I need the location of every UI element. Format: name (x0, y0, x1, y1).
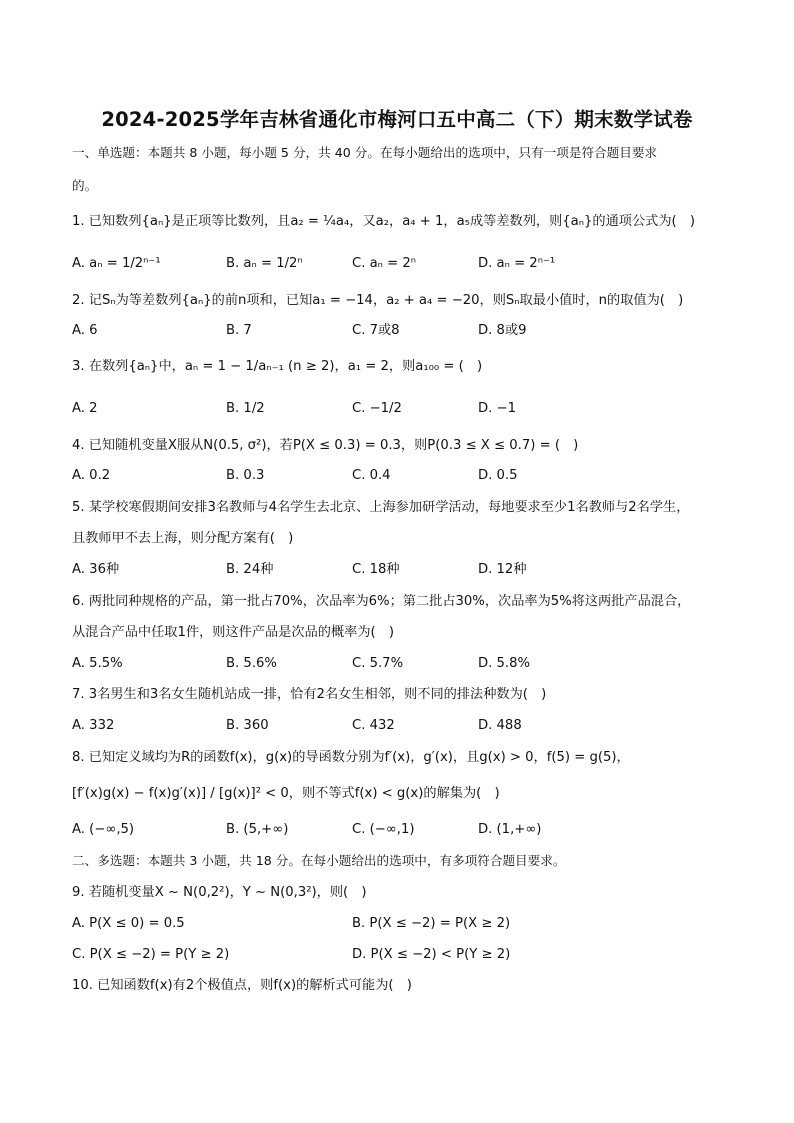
question-7-option-b: B. 360 (226, 718, 269, 733)
question-4-option-a: A. 0.2 (72, 468, 111, 483)
question-2-option-a: A. 6 (72, 323, 98, 338)
question-3-option-b: B. 1/2 (226, 401, 265, 416)
question-4-option-b: B. 0.3 (226, 468, 265, 483)
question-2-option-d: D. 8或9 (478, 323, 527, 338)
question-9-option-d: D. P(X ≤ −2) < P(Y ≥ 2) (352, 947, 511, 962)
question-8-option-d: D. (1,+∞) (478, 822, 542, 837)
question-1-option-a: A. aₙ = 1/2ⁿ⁻¹ (72, 256, 161, 271)
question-5-option-b: B. 24种 (226, 562, 274, 577)
question-2-option-c: C. 7或8 (352, 323, 400, 338)
question-5-option-d: D. 12种 (478, 562, 527, 577)
section1-header-line2: 的。 (72, 178, 98, 193)
question-8-stem-line2: [f′(x)g(x) − f(x)g′(x)] / [g(x)]² < 0，则不等式f(x) < g(x)的解集为( ) (72, 786, 500, 801)
question-8-option-b: B. (5,+∞) (226, 822, 289, 837)
question-9-option-a: A. P(X ≤ 0) = 0.5 (72, 916, 185, 931)
question-6-stem-line1: 6. 两批同种规格的产品，第一批占70%，次品率为6%；第二批占30%，次品率为5%将这两批产品混合， (72, 594, 691, 609)
question-5-option-a: A. 36种 (72, 562, 120, 577)
question-7-option-a: A. 332 (72, 718, 115, 733)
question-1-option-d: D. aₙ = 2ⁿ⁻¹ (478, 256, 556, 271)
question-4-option-c: C. 0.4 (352, 468, 391, 483)
question-1-option-b: B. aₙ = 1/2ⁿ (226, 256, 303, 271)
question-1-stem: 1. 已知数列{aₙ}是正项等比数列，且a₂ = ¼a₄，又a₂，a₄ + 1，a₅成等差数列，则{aₙ}的通项公式为( ) (72, 214, 695, 229)
exam-title: 2024-2025学年吉林省通化市梅河口五中高二（下）期末数学试卷 (101, 108, 693, 131)
question-9-option-c: C. P(X ≤ −2) = P(Y ≥ 2) (72, 947, 230, 962)
section2-header: 二、多选题：本题共 3 小题，共 18 分。在每小题给出的选项中，有多项符合题目要求。 (72, 853, 566, 868)
question-10-stem: 10. 已知函数f(x)有2个极值点，则f(x)的解析式可能为( ) (72, 978, 412, 993)
question-8-option-a: A. (−∞,5) (72, 822, 135, 837)
question-3-option-d: D. −1 (478, 401, 516, 416)
question-6-option-d: D. 5.8% (478, 656, 531, 671)
question-3-stem: 3. 在数列{aₙ}中，aₙ = 1 − 1/aₙ₋₁ (n ≥ 2)，a₁ = 2，则a₁₀₀ = ( ) (72, 359, 483, 374)
section1-header-line1: 一、单选题：本题共 8 小题，每小题 5 分，共 40 分。在每小题给出的选项中，只有一项是符合题目要求 (72, 145, 658, 160)
question-5-stem-line1: 5. 某学校寒假期间安排3名教师与4名学生去北京、上海参加研学活动，每地要求至少1名教师与2名学生， (72, 500, 690, 515)
question-6-option-a: A. 5.5% (72, 656, 123, 671)
question-3-option-c: C. −1/2 (352, 401, 402, 416)
question-7-option-c: C. 432 (352, 718, 395, 733)
question-5-option-c: C. 18种 (352, 562, 400, 577)
question-5-stem-line2: 且教师甲不去上海，则分配方案有( ) (72, 531, 294, 546)
question-8-option-c: C. (−∞,1) (352, 822, 415, 837)
question-8-stem-line1: 8. 已知定义域均为R的函数f(x)，g(x)的导函数分别为f′(x)，g′(x)，且g(x) > 0，f(5) = g(5)， (72, 750, 630, 765)
question-2-stem: 2. 记Sₙ为等差数列{aₙ}的前n项和，已知a₁ = −14，a₂ + a₄ = −20，则Sₙ取最小值时，n的取值为( ) (72, 293, 684, 308)
question-1-option-c: C. aₙ = 2ⁿ (352, 256, 417, 271)
question-3-option-a: A. 2 (72, 401, 98, 416)
question-6-option-b: B. 5.6% (226, 656, 277, 671)
question-6-option-c: C. 5.7% (352, 656, 404, 671)
question-2-option-b: B. 7 (226, 323, 252, 338)
question-9-stem: 9. 若随机变量X ~ N(0,2²)，Y ~ N(0,3²)，则( ) (72, 885, 367, 900)
question-9-option-b: B. P(X ≤ −2) = P(X ≥ 2) (352, 916, 511, 931)
question-4-stem: 4. 已知随机变量X服从N(0.5, σ²)，若P(X ≤ 0.3) = 0.3，则P(0.3 ≤ X ≤ 0.7) = ( ) (72, 438, 579, 453)
question-6-stem-line2: 从混合产品中任取1件，则这件产品是次品的概率为( ) (72, 625, 394, 640)
question-4-option-d: D. 0.5 (478, 468, 518, 483)
question-7-stem: 7. 3名男生和3名女生随机站成一排，恰有2名女生相邻，则不同的排法种数为( ) (72, 687, 547, 702)
question-7-option-d: D. 488 (478, 718, 522, 733)
